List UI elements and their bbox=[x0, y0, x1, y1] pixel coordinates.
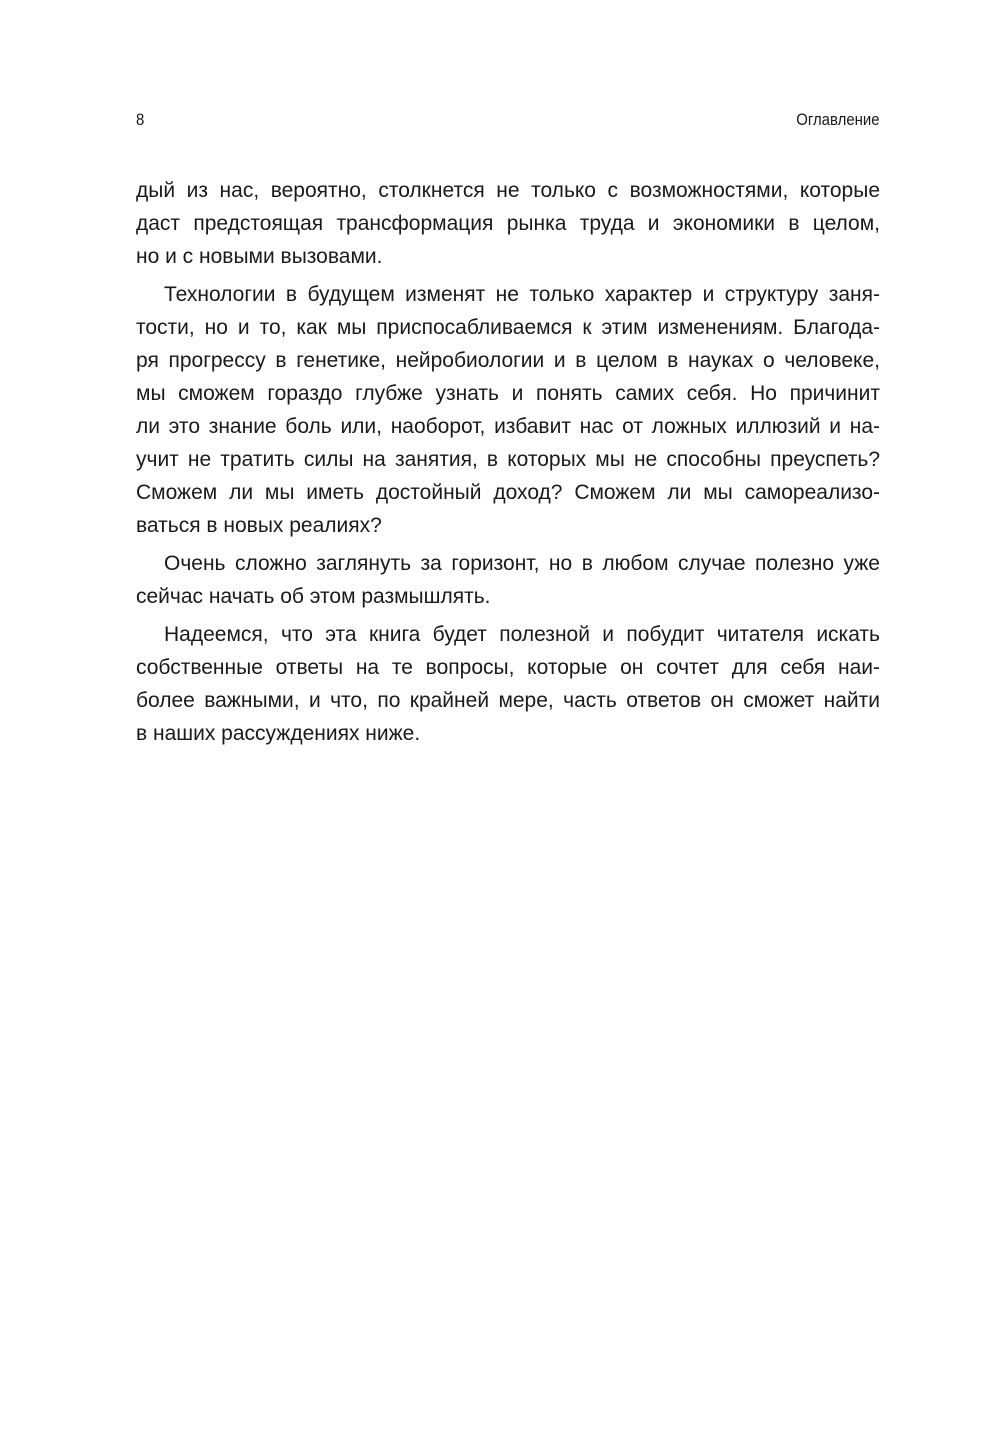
text-line: учит не тратить силы на занятия, в которых мы не способны преуспеть? bbox=[136, 448, 880, 471]
text-line: ли это знание боль или, наоборот, избавит нас от ложных иллюзий и на- bbox=[136, 415, 880, 438]
text-line: собственные ответы на те вопросы, которые он сочтет для себя наи- bbox=[136, 656, 880, 679]
text-line: но и с новыми вызовами. bbox=[136, 245, 383, 268]
running-head bbox=[136, 108, 880, 132]
text-line: мы сможем гораздо глубже узнать и понять самих себя. Но причинит bbox=[136, 382, 880, 405]
text-line: сейчас начать об этом размышлять. bbox=[136, 585, 491, 608]
text-line: в наших рассуждениях ниже. bbox=[136, 722, 421, 745]
paragraph bbox=[136, 174, 880, 273]
text-line: Очень сложно заглянуть за горизонт, но в любом случае полезно уже bbox=[164, 552, 880, 575]
text-line: тости, но и то, как мы приспосабливаемся к этим изменениям. Благода- bbox=[136, 316, 880, 339]
text-line: более важными, и что, по крайней мере, часть ответов он сможет найти bbox=[136, 689, 880, 712]
paragraph bbox=[136, 618, 880, 750]
text-line: Сможем ли мы иметь достойный доход? Сможем ли мы самореализо- bbox=[136, 481, 880, 504]
text-line: Надеемся, что эта книга будет полезной и побудит читателя искать bbox=[164, 623, 880, 646]
text-line: ваться в новых реалиях? bbox=[136, 514, 382, 537]
section-title: Оглавление bbox=[796, 110, 880, 129]
paragraph bbox=[136, 278, 880, 542]
text-line: дый из нас, вероятно, столкнется не только с возможностями, которые bbox=[136, 179, 880, 202]
paragraph bbox=[136, 547, 880, 613]
page-number: 8 bbox=[136, 110, 145, 129]
text-line: ря прогрессу в генетике, нейробиологии и в целом в науках о человеке, bbox=[136, 349, 880, 372]
body-text bbox=[136, 174, 880, 750]
text-line: Технологии в будущем изменят не только характер и структуру заня- bbox=[164, 283, 880, 306]
text-line: даст предстоящая трансформация рынка труда и экономики в целом, bbox=[136, 212, 880, 235]
